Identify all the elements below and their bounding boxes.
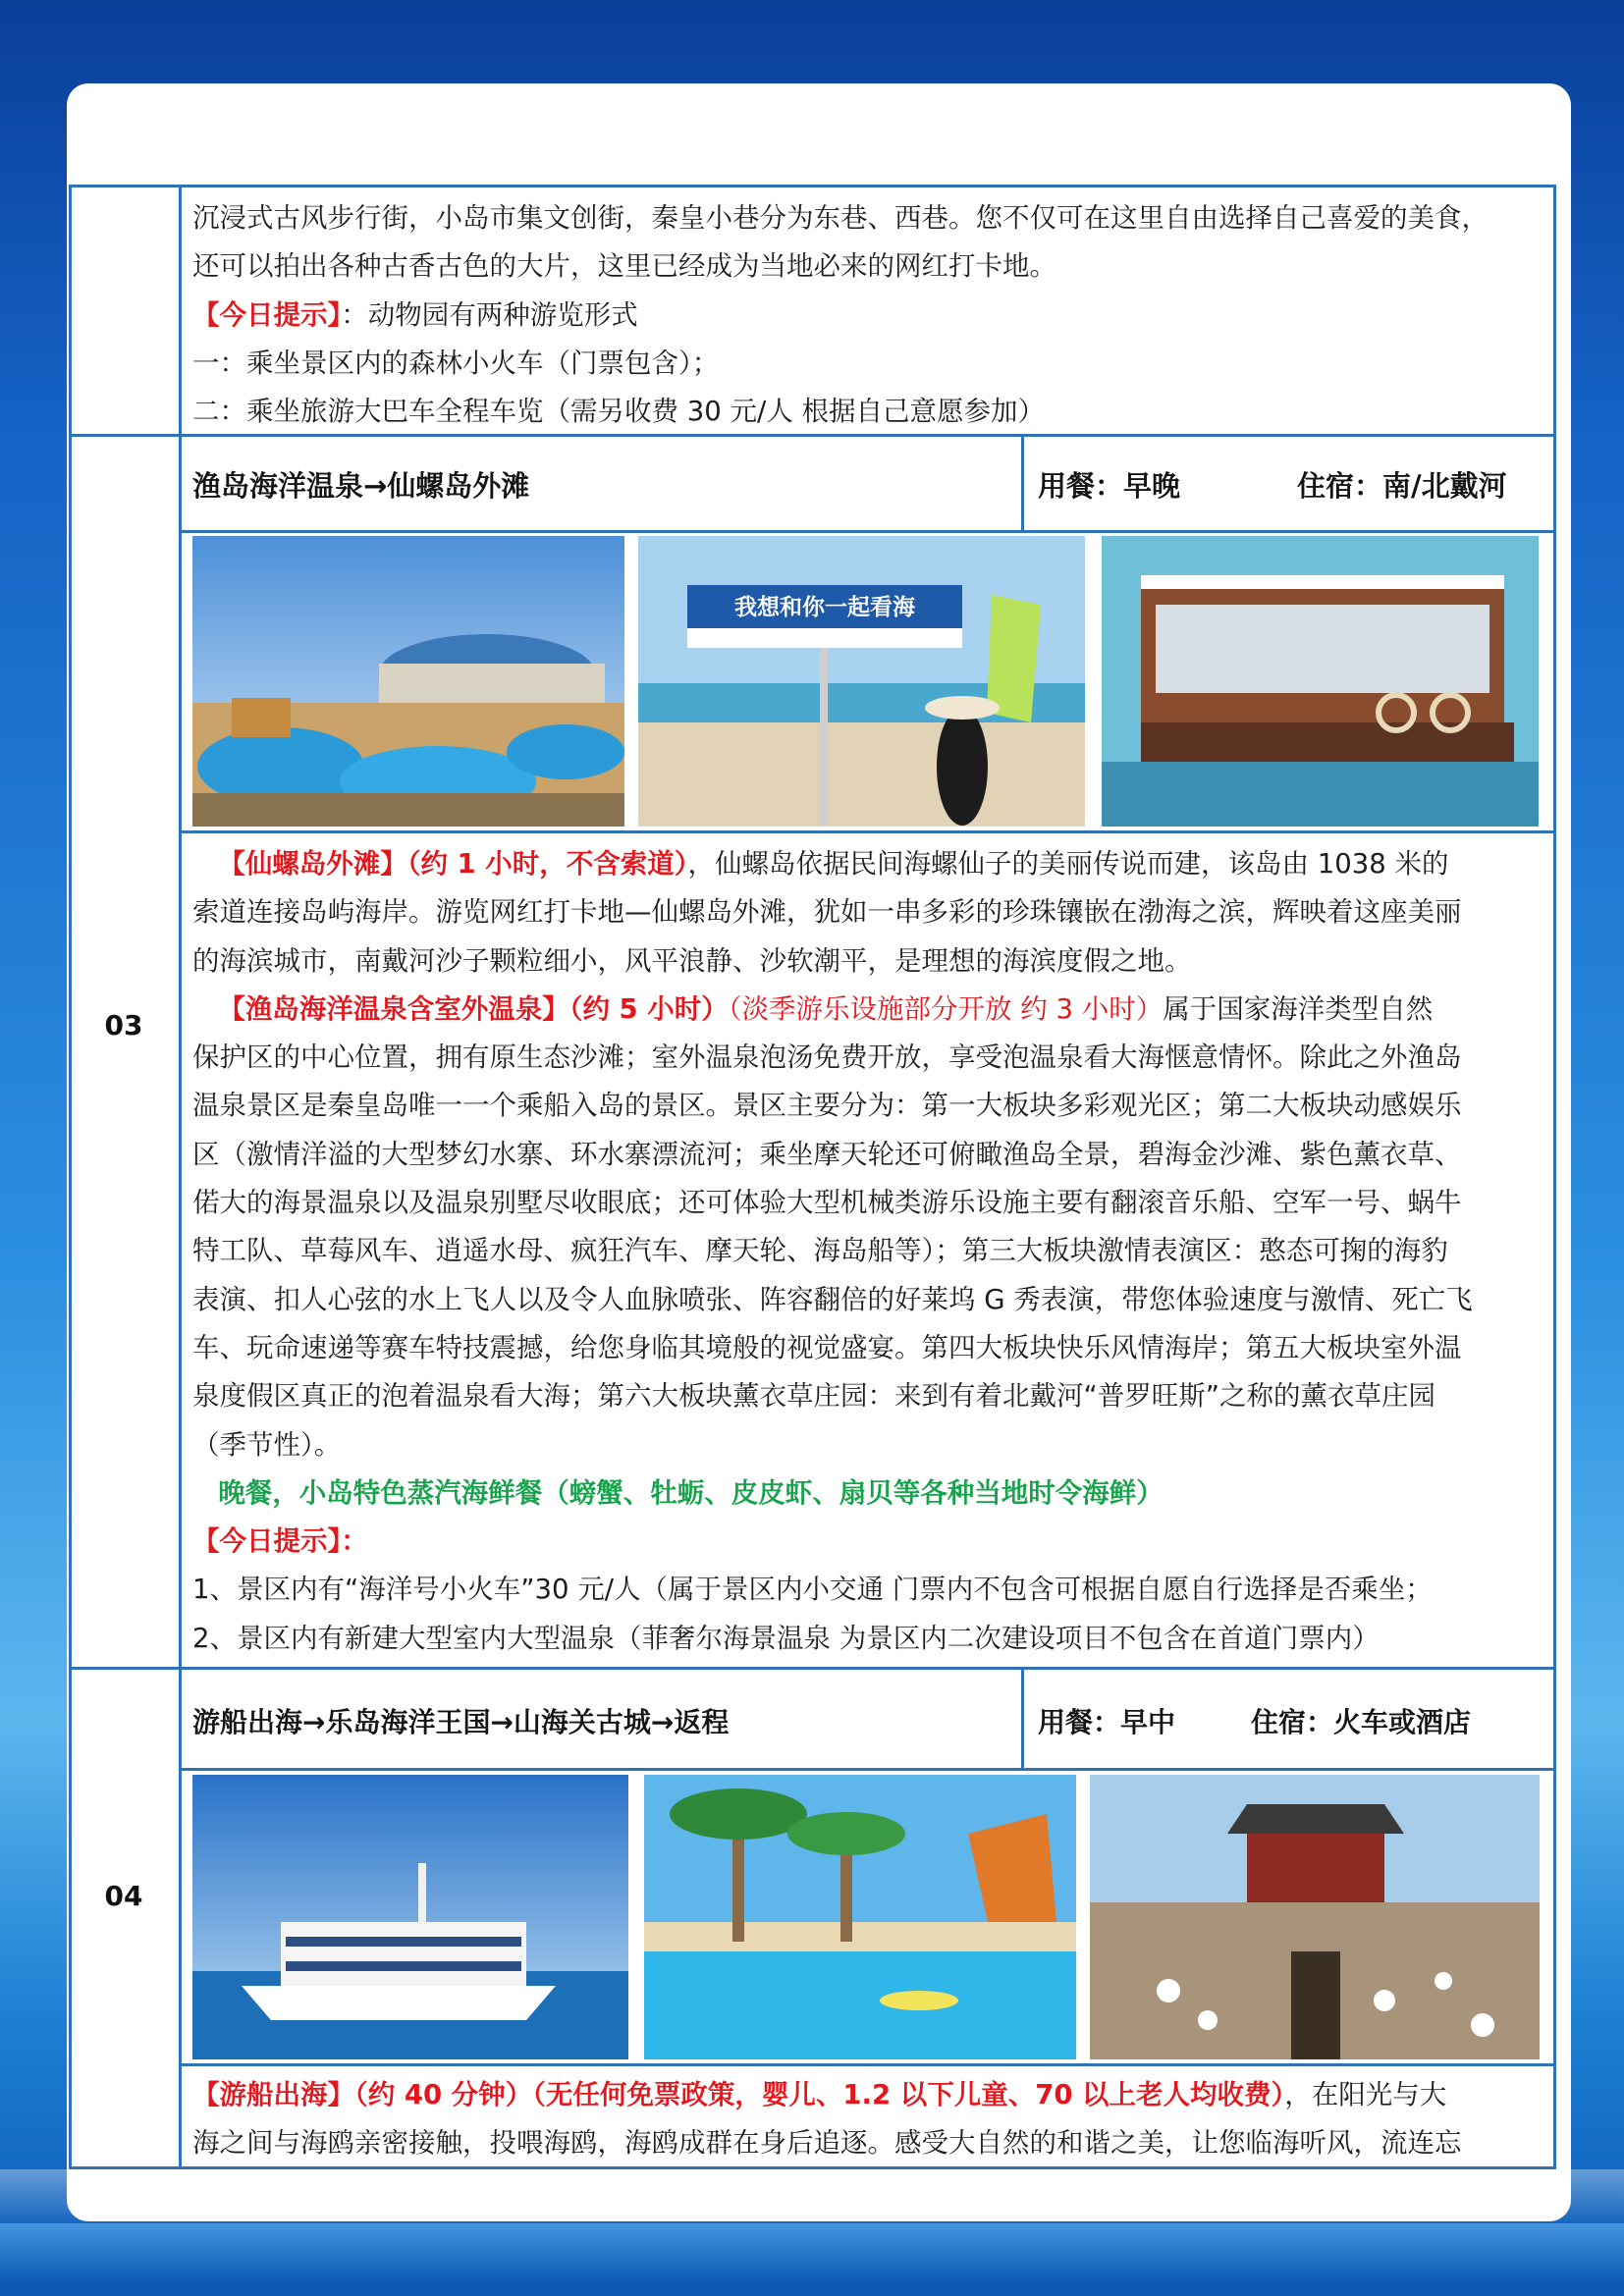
text-line: 特工队、草莓风车、逍遥水母、疯狂汽车、摩天轮、海岛船等）；第三大板块激情表演区：憨态可掬的海豹 [192,1235,1448,1267]
day-column-divider [179,185,182,2169]
day-route-title: 渔岛海洋温泉→仙螺岛外滩 [192,469,530,503]
text-line: 区（激情洋溢的大型梦幻水寨、环水寨漂流河；乘坐摩天轮还可俯瞰渔岛全景，碧海金沙滩、紫色薰衣草、 [192,1138,1462,1170]
text-line: 索道连接岛屿海岸。游览网红打卡地—仙螺岛外滩，犹如一串多彩的珍珠镶嵌在渤海之滨，辉映着这座美丽 [192,896,1462,929]
text-line: 还可以拍出各种古香古色的大片，这里已经成为当地必来的网红打卡地。 [192,250,1056,283]
day04-text [192,2071,1543,2168]
day04-header-divider [1021,1667,1024,1770]
tip-item: 一：乘坐景区内的森林小火车（门票包含）； [192,347,720,379]
tip-label: 【今日提示】 [192,298,342,331]
tip-item: 1、景区内有“海洋号小火车”30 元/人（属于景区内小交通 门票内不包含可根据自愿自行选择是否乘坐； [192,1574,1433,1606]
text-line: 温泉景区是秦皇岛唯一一个乘船入岛的景区。景区主要分为：第一大板块多彩观光区；第二大板块动感娱乐 [192,1090,1462,1122]
stay-info: 住宿：火车或酒店 [1251,1706,1472,1738]
sign-text: 我想和你一起看海 [734,595,915,620]
text-line: 泉度假区真正的泡着温泉看大海；第六大板块薰衣草庄园：来到有着北戴河“普罗旺斯”之称的薰衣草庄园 [192,1380,1435,1413]
photo-beach-sign [638,536,1085,827]
tip-line [192,292,1543,340]
tip-text: ：动物园有两种游览形式 [341,298,638,331]
day03-text [192,840,1543,1663]
dinner-line [192,1469,1543,1518]
photo-water-park [644,1775,1076,2059]
dinner-info: 晚餐，小岛特色蒸汽海鲜餐（螃蟹、牡蛎、皮皮虾、扇贝等各种当地时令海鲜） [218,1476,1164,1509]
text-line: 保护区的中心位置，拥有原生态沙滩；室外温泉泡汤免费开放，享受泡温泉看大海惬意情怀。除此之外渔岛 [192,1041,1462,1074]
paragraph-line [192,986,1543,1034]
spot-title: 【渔岛海洋温泉含室外温泉】（约 5 小时） [218,992,729,1025]
day04-top-border [69,1667,1556,1670]
text-line: 属于国家海洋类型自然 [1163,992,1434,1025]
text-line: 沉浸式古风步行街，小岛市集文创街，秦皇小巷分为东巷、西巷。您不仅可在这里自由选择自己喜爱的美食， [192,202,1489,234]
text-line: （季节性）。 [192,1428,342,1461]
meal-info: 用餐：早晚 [1038,469,1181,503]
text-line: 的海滨城市，南戴河沙子颗粒细小，风平浪静、沙软潮平，是理想的海滨度假之地。 [192,944,1192,977]
spot-title: 【仙螺岛外滩】（约 1 小时，不含索道） [218,848,688,880]
text-line: 车、玩命速递等赛车特技震撼，给您身临其境般的视觉盛宴。第四大板块快乐风情海岸；第五大板块室外温 [192,1331,1462,1363]
text-line: 偌大的海景温泉以及温泉别墅尽收眼底；还可体验大型机械类游乐设施主要有翻滚音乐船、空军一号、蜗牛 [192,1187,1462,1219]
background-wave-lower [0,2223,1624,2282]
prev-day-text [192,194,1543,436]
day04-header-bottom [179,1768,1556,1771]
day-route-title: 游船出海→乐岛海洋王国→山海关古城→返程 [192,1706,730,1738]
text-line: 表演、扣人心弦的水上飞人以及令人血脉喷张、阵容翻倍的好莱坞 G 秀表演，带您体验速度与激情、死亡飞 [192,1283,1473,1315]
meal-info: 用餐：早中 [1038,1706,1176,1738]
text-line: 海之间与海鸥亲密接触，投喂海鸥，海鸥成群在身后追逐。感受大自然的和谐之美，让您临海听风，流连忘 [192,2127,1462,2160]
photo-cruise-ship [192,1775,628,2059]
day03-header-divider [1021,434,1024,532]
season-note: （淡季游乐设施部分开放 约 3 小时） [728,992,1164,1025]
photo-island-ferry [1102,536,1539,827]
day03-photo-bottom [179,830,1556,833]
tip-line [192,1518,1543,1566]
photo-hot-spring-park [192,536,624,827]
paragraph-line [192,2071,1543,2119]
text-line: ，仙螺岛依据民间海螺仙子的美丽传说而建，该岛由 1038 米的 [687,848,1449,880]
day04-photo-bottom [179,2063,1556,2066]
day-number: 04 [104,1880,143,1912]
tip-label: 【今日提示】： [192,1525,368,1558]
text-line: ，在阳光与大 [1284,2079,1447,2110]
table-left-border [69,185,72,2169]
day-number: 03 [104,1009,143,1041]
day03-header-bottom [179,530,1556,533]
spot-title: 【游船出海】（约 40 分钟）（无任何免票政策，婴儿、1.2 以下儿童、70 以上老人均收费） [192,2079,1285,2110]
table-right-border [1553,185,1556,2169]
tip-item: 二：乘坐旅游大巴车全程车览（需另收费 30 元/人 根据自己意愿参加） [192,396,1045,428]
paragraph-line [192,840,1543,888]
photo-shanhaiguan-gate [1090,1775,1540,2059]
tip-item: 2、景区内有新建大型室内大型温泉（菲奢尔海景温泉 为景区内二次建设项目不包含在首道门票内） [192,1622,1380,1654]
stay-info: 住宿：南/北戴河 [1297,469,1507,503]
table-top-border [69,185,1556,187]
